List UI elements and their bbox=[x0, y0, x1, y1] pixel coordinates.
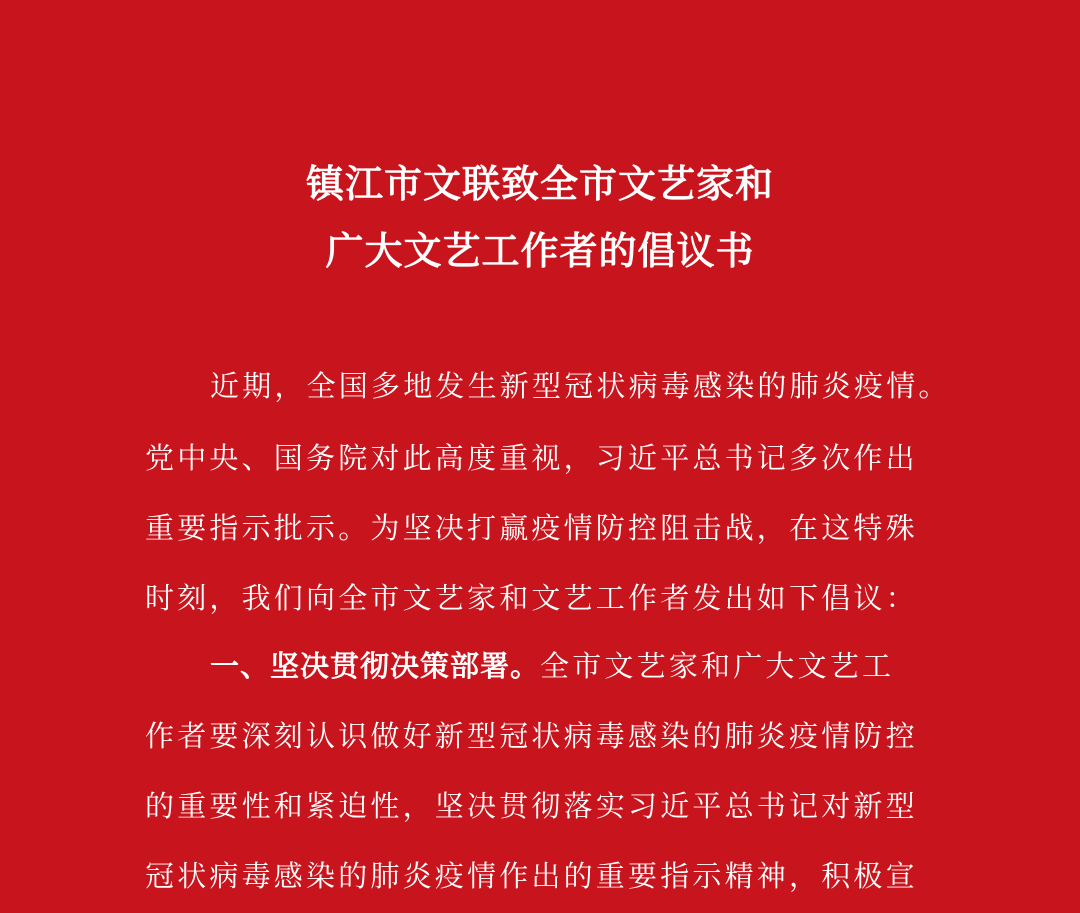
paragraph-2-line-4: 冠状病毒感染的肺炎疫情作出的重要指示精神，积极宣 bbox=[145, 859, 918, 893]
paragraph-2-line-2: 作者要深刻认识做好新型冠状病毒感染的肺炎疫情防控 bbox=[145, 719, 918, 753]
paragraph-1-line-2: 党中央、国务院对此高度重视，习近平总书记多次作出 bbox=[145, 441, 918, 475]
paragraph-2-heading: 一、坚决贯彻决策部署。 bbox=[210, 649, 541, 683]
paragraph-1-line-4: 时刻，我们向全市文艺家和文艺工作者发出如下倡议： bbox=[145, 581, 918, 615]
paragraph-2-line-1 bbox=[210, 649, 895, 683]
paragraph-1-line-3: 重要指示批示。为坚决打赢疫情防控阻击战，在这特殊 bbox=[145, 511, 918, 545]
paragraph-2-line-3: 的重要性和紧迫性，坚决贯彻落实习近平总书记对新型 bbox=[145, 789, 918, 823]
paragraph-2-line-1-text: 全市文艺家和广大文艺工 bbox=[540, 649, 895, 683]
paragraph-1-line-1: 近期，全国多地发生新型冠状病毒感染的肺炎疫情。 bbox=[210, 369, 951, 403]
document-title-line-1: 镇江市文联致全市文艺家和 bbox=[305, 162, 774, 206]
document-title-line-2: 广大文艺工作者的倡议书 bbox=[325, 229, 755, 273]
